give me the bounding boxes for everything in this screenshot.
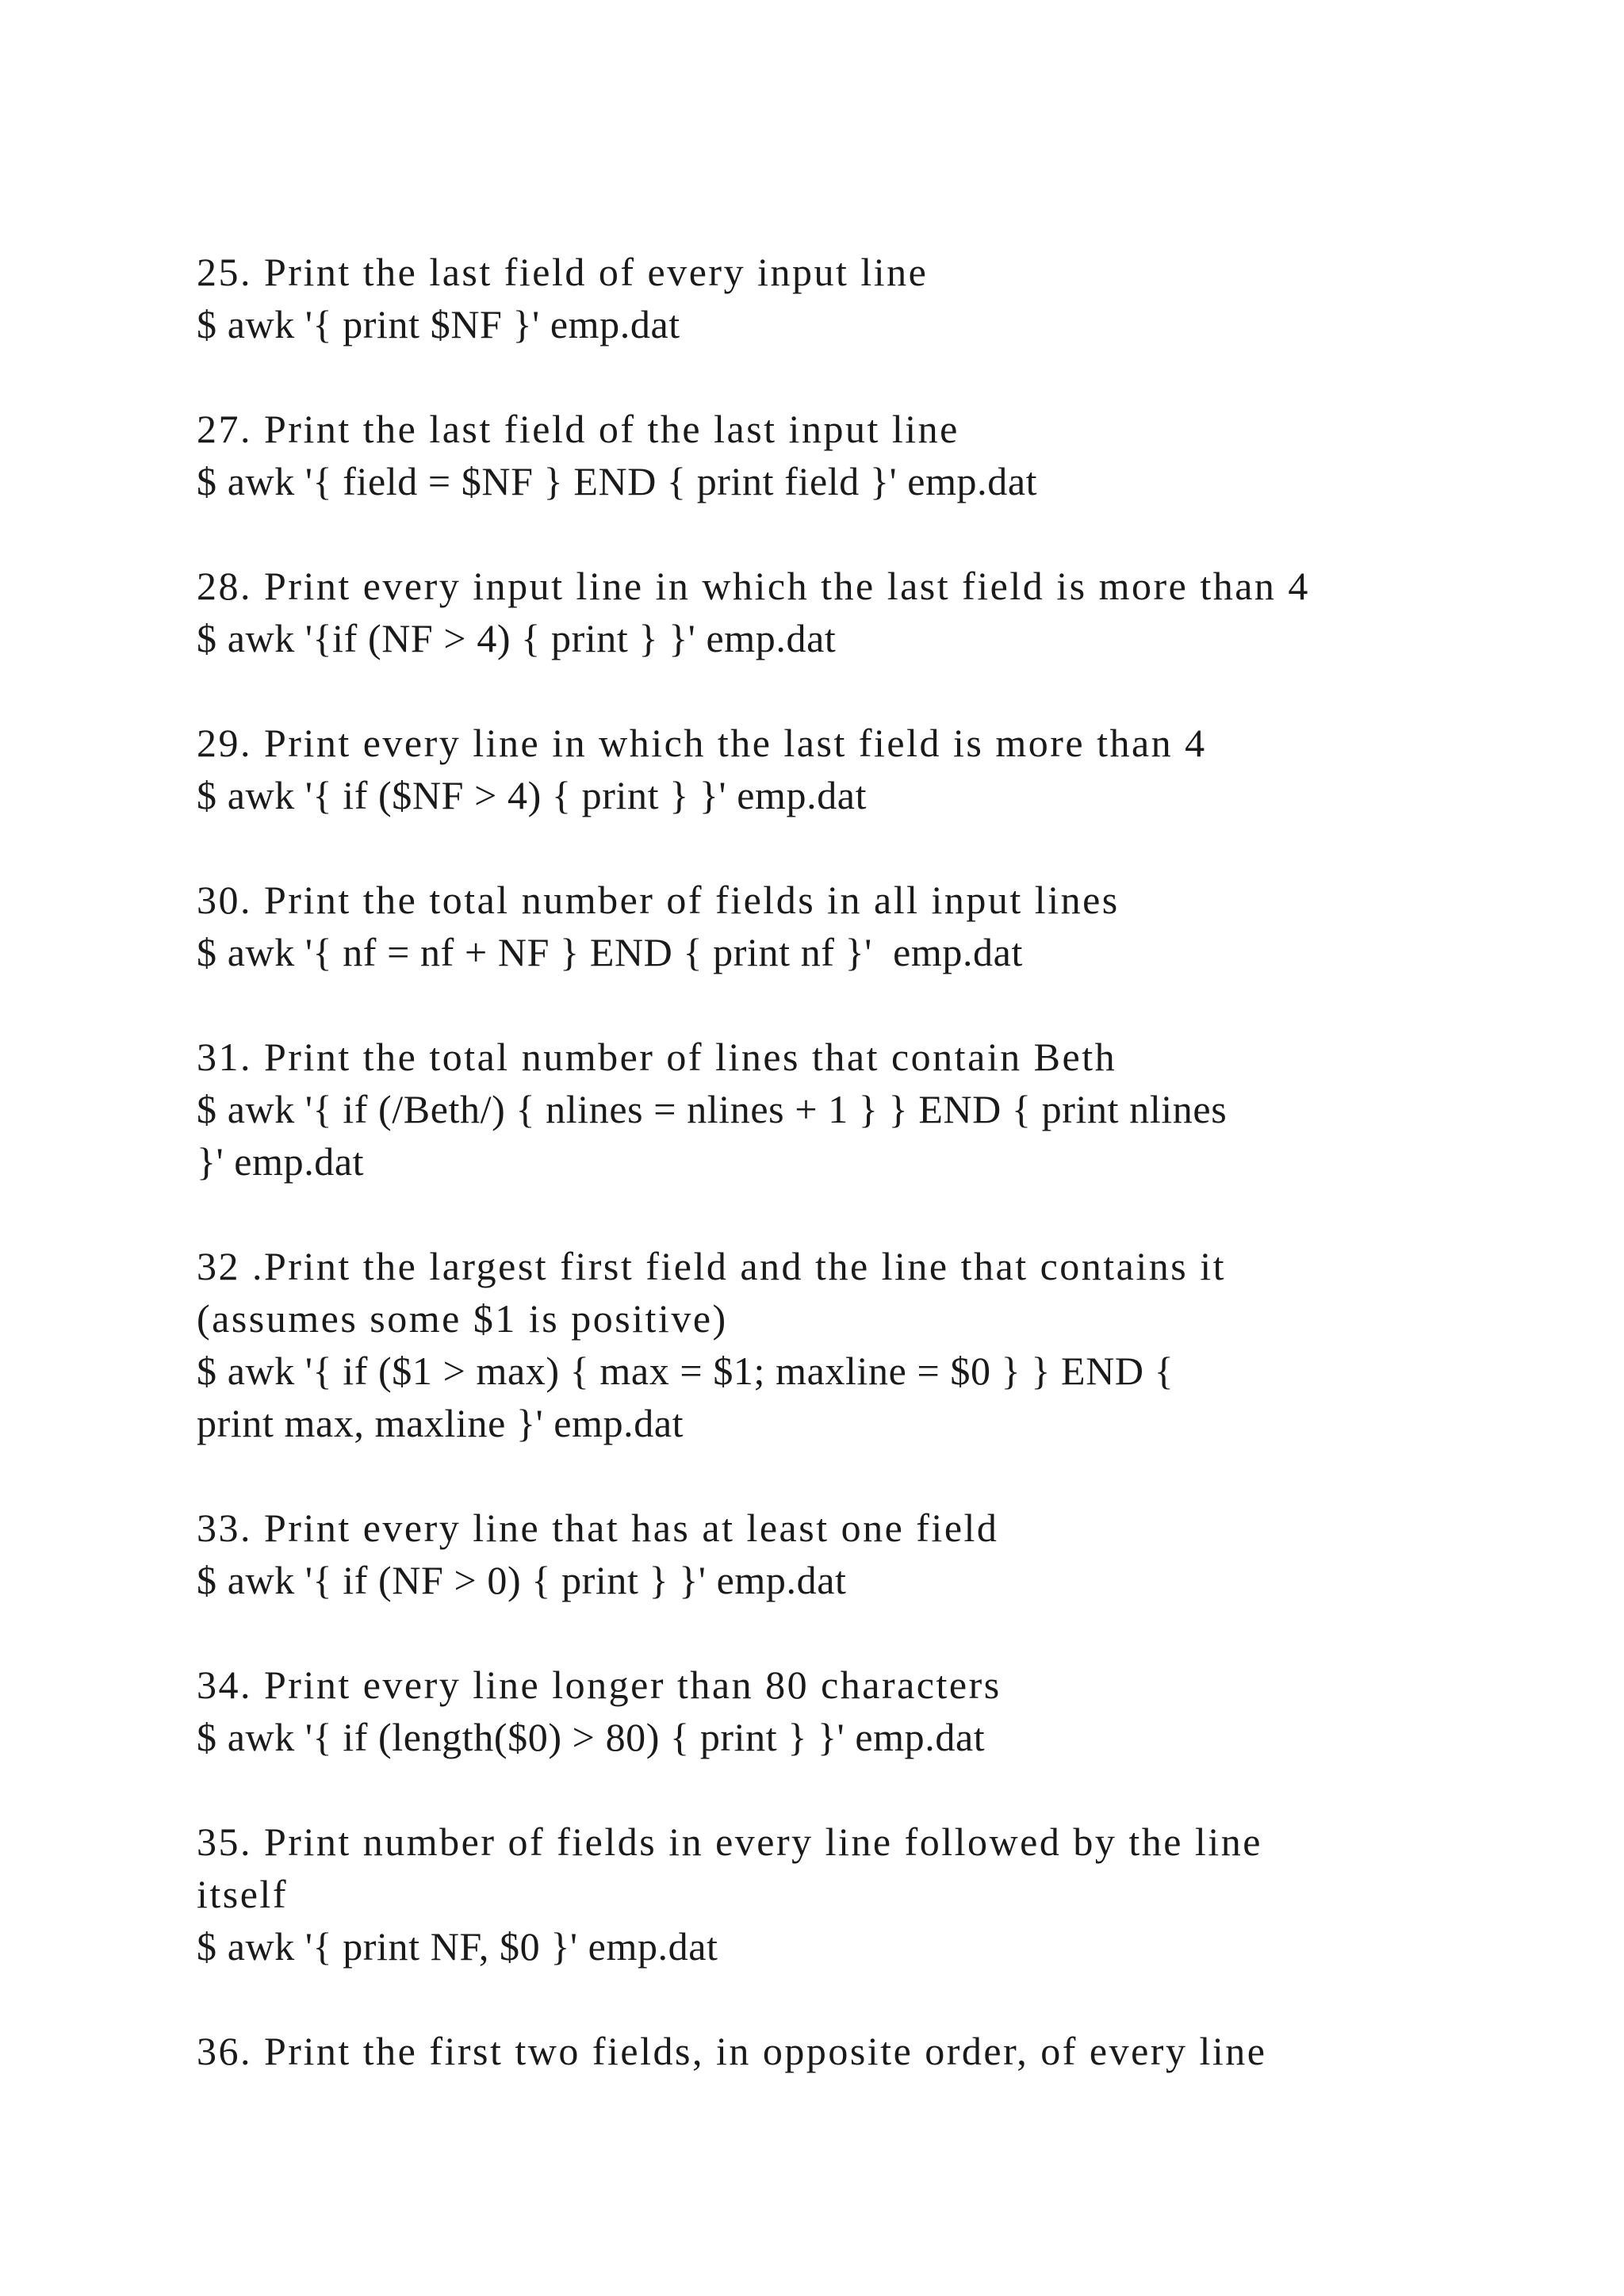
entry-heading: 29. Print every line in which the last field is more than 4 <box>197 721 1207 765</box>
entry-command: $ awk '{ if (NF > 0) { print } }' emp.dat <box>197 1558 847 1602</box>
entry-30 <box>197 874 1434 978</box>
entry-heading: 36. Print the first two fields, in opposite order, of every line <box>197 2029 1267 2073</box>
entry-command: $ awk '{ if ($1 > max) { max = $1; maxline = $0 } } END { <box>197 1349 1174 1393</box>
entry-33 <box>197 1502 1434 1606</box>
entry-35 <box>197 1816 1434 1973</box>
entry-heading: 27. Print the last field of the last input line <box>197 407 959 451</box>
entry-command: $ awk '{ if (length($0) > 80) { print } }' emp.dat <box>197 1715 986 1759</box>
entry-command-continued: }' emp.dat <box>197 1139 365 1184</box>
entry-heading: 30. Print the total number of fields in all input lines <box>197 878 1120 922</box>
entry-25 <box>197 246 1434 350</box>
entry-heading: 25. Print the last field of every input line <box>197 250 929 294</box>
entry-command: $ awk '{ if (/Beth/) { nlines = nlines + 1 } } END { print nlines <box>197 1087 1228 1131</box>
entry-27 <box>197 403 1434 507</box>
entry-heading: 34. Print every line longer than 80 characters <box>197 1663 1002 1707</box>
entry-heading: 33. Print every line that has at least one field <box>197 1506 999 1550</box>
entry-heading-continued: (assumes some $1 is positive) <box>197 1296 728 1341</box>
entry-command: $ awk '{ print $NF }' emp.dat <box>197 302 680 346</box>
entry-heading: 35. Print number of fields in every line followed by the line <box>197 1820 1262 1864</box>
entry-32 <box>197 1240 1434 1449</box>
entry-29 <box>197 717 1434 821</box>
entry-heading: 28. Print every input line in which the last field is more than 4 <box>197 564 1310 608</box>
entry-heading-continued: itself <box>197 1872 288 1916</box>
document-page <box>197 246 1434 2077</box>
entry-heading: 31. Print the total number of lines that contain Beth <box>197 1035 1117 1079</box>
entry-28 <box>197 560 1434 664</box>
entry-command: $ awk '{ print NF, $0 }' emp.dat <box>197 1924 718 1969</box>
entry-command: $ awk '{ field = $NF } END { print field }' emp.dat <box>197 459 1038 503</box>
entry-command: $ awk '{ nf = nf + NF } END { print nf }' emp.dat <box>197 930 1023 974</box>
entry-34 <box>197 1659 1434 1763</box>
entry-31 <box>197 1031 1434 1188</box>
entry-command: $ awk '{ if ($NF > 4) { print } }' emp.dat <box>197 773 868 817</box>
entry-command: $ awk '{if (NF > 4) { print } }' emp.dat <box>197 616 837 660</box>
entry-36 <box>197 2025 1434 2077</box>
entry-command-continued: print max, maxline }' emp.dat <box>197 1401 684 1445</box>
entry-heading: 32 .Print the largest first field and the line that contains it <box>197 1244 1227 1288</box>
